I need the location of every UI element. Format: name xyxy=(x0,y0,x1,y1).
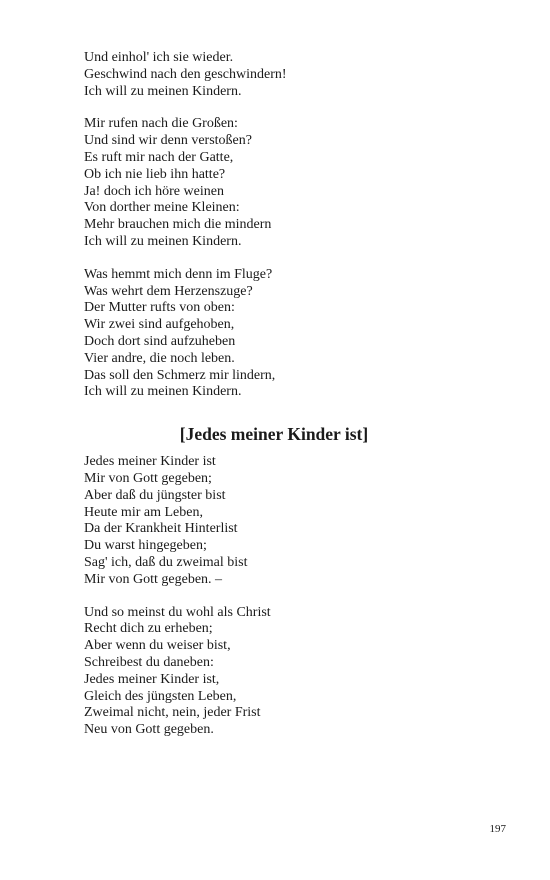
poem-line: Und sind wir denn verstoßen? xyxy=(84,133,252,149)
poem-line: Geschwind nach den geschwindern! xyxy=(84,66,287,82)
poem-line: Heute mir am Leben, xyxy=(84,504,203,520)
poem-line: Zweimal nicht, nein, jeder Frist xyxy=(84,705,261,721)
poem-title: [Jedes meiner Kinder ist] xyxy=(179,424,369,445)
poem-line: Jedes meiner Kinder ist, xyxy=(84,671,220,687)
poem-line: Mir von Gott gegeben; xyxy=(84,470,212,486)
poem-line: Aber daß du jüngster bist xyxy=(84,487,226,503)
poem-line: Es ruft mir nach der Gatte, xyxy=(84,149,234,165)
poem-line: Wir zwei sind aufgehoben, xyxy=(84,317,235,333)
poem-line: Neu von Gott gegeben. xyxy=(84,722,214,738)
poem-line: Ob ich nie lieb ihn hatte? xyxy=(84,166,226,182)
poem-line: Der Mutter rufts von oben: xyxy=(84,300,235,316)
poem-line: Aber wenn du weiser bist, xyxy=(84,638,231,654)
poem-line: Ich will zu meinen Kindern. xyxy=(84,83,242,99)
poem-line: Was hemmt mich denn im Fluge? xyxy=(84,266,273,282)
text-block xyxy=(84,50,464,755)
poem-line: Das soll den Schmerz mir lindern, xyxy=(84,367,276,383)
poem-line: Sag' ich, daß du zweimal bist xyxy=(84,554,248,570)
poem2-stanza-2 xyxy=(84,605,464,739)
poem-line: Mir rufen nach die Großen: xyxy=(84,116,238,132)
poem2-stanza-1 xyxy=(84,454,464,588)
poem-line: Mir von Gott gegeben. – xyxy=(84,571,223,587)
poem-line: Und einhol' ich sie wieder. xyxy=(84,50,234,65)
poem-line: Mehr brauchen mich die mindern xyxy=(84,217,272,233)
poem1-stanza-3 xyxy=(84,267,464,401)
poem-line: Von dorther meine Kleinen: xyxy=(84,200,240,216)
poem-line: Und so meinst du wohl als Christ xyxy=(84,604,271,620)
poem-line: Ich will zu meinen Kindern. xyxy=(84,384,242,400)
poem-line: Du warst hingegeben; xyxy=(84,538,207,554)
poem-line: Schreibest du daneben: xyxy=(84,654,214,670)
poem1-stanza-2 xyxy=(84,116,464,250)
poem-line: Gleich des jüngsten Leben, xyxy=(84,688,237,704)
poem1-stanza-1 xyxy=(84,50,464,100)
poem-line: Jedes meiner Kinder ist xyxy=(84,454,216,470)
poem-line: Doch dort sind aufzuheben xyxy=(84,333,236,349)
page-number: 197 xyxy=(489,823,506,835)
poem-line: Da der Krankheit Hinterlist xyxy=(84,521,238,537)
poem-line: Recht dich zu erheben; xyxy=(84,621,213,637)
poem-line: Vier andre, die noch leben. xyxy=(84,350,235,366)
poem-line: Ja! doch ich höre weinen xyxy=(84,183,224,199)
poem-line: Was wehrt dem Herzenszuge? xyxy=(84,283,253,299)
poem-line: Ich will zu meinen Kindern. xyxy=(84,233,242,249)
